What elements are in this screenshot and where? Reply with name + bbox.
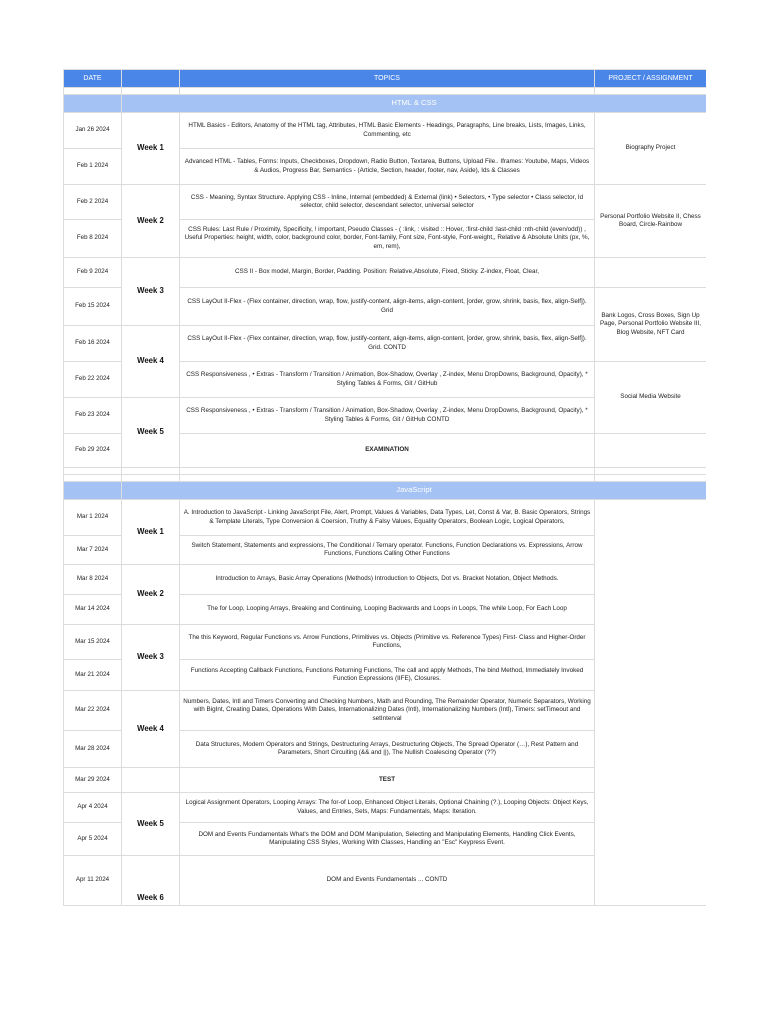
topic-cell[interactable]: CSS - Meaning, Syntax Structure. Applying CSS - Inline, Internal (embedded) & External (link) • Selectors, • Type selector • Class selector, Id selector, child selector, descendant selector, universal selector (180, 185, 595, 220)
week-cell[interactable]: Week 5 (122, 793, 180, 856)
week-cell[interactable]: Week 1 (122, 500, 180, 565)
topic-cell[interactable]: Logical Assignment Operators, Looping Arrays: The for-of Loop, Enhanced Object Literals, Optional Chaining (?.), Looping Objects: Object Keys, Values, and Entries, Sets, Maps: Fundamentals, Maps: Iteration. (180, 793, 595, 823)
topic-cell[interactable]: The for Loop, Looping Arrays, Breaking and Continuing, Looping Backwards and Loops in Loops, The while Loop, For Each Loop (180, 595, 595, 625)
date-cell[interactable]: Jan 26 2024 (64, 113, 122, 149)
date-header[interactable]: DATE (64, 70, 122, 88)
topic-cell[interactable]: HTML Basics - Editors, Anatomy of the HTML tag, Attributes, HTML Basic Elements - Headings, Paragraphs, Line breaks, Lists, Images, Links, Commenting, etc (180, 113, 595, 149)
table-row (64, 258, 707, 288)
header-row (64, 70, 707, 88)
topic-cell[interactable]: Advanced HTML - Tables, Forms: Inputs, Checkboxes, Dropdown, Radio Button, Textarea, Buttons, Upload File.. Iframes: Youtube, Maps, Videos & Audios, Progress Bar, Semantics - (Article, Section, header, footer, nav, Aside), Ids & Classes (180, 149, 595, 185)
week-cell[interactable]: Week 4 (122, 326, 180, 398)
date-cell[interactable]: Feb 2 2024 (64, 185, 122, 220)
project-cell[interactable]: Biography Project (595, 113, 707, 185)
project-cell-empty (595, 434, 707, 468)
project-cell-empty (595, 500, 707, 906)
topic-cell[interactable]: CSS LayOut II-Flex - (Flex container, direction, wrap, flow, justify-content, align-items, align-content, [order, grow, shrink, basis, flex, align-Self]). Grid. CONTD (180, 326, 595, 362)
date-cell[interactable]: Apr 5 2024 (64, 823, 122, 856)
test-cell[interactable]: TEST (180, 768, 595, 793)
topic-cell[interactable]: CSS II - Box model, Margin, Border, Padding. Position: Relative,Absolute, Fixed, Sticky. Z-index, Float, Clear, (180, 258, 595, 288)
topic-cell[interactable]: DOM and Events Fundamentals ... CONTD (180, 856, 595, 906)
date-cell[interactable]: Mar 28 2024 (64, 731, 122, 768)
date-cell[interactable]: Mar 15 2024 (64, 625, 122, 660)
week-cell[interactable]: Week 2 (122, 185, 180, 258)
topic-cell[interactable]: Data Structures, Modern Operators and Strings, Destructuring Arrays, Destructuring Objects, The Spread Operator (…), Rest Pattern and Parameters, Short Circuiting (&& and ||), The Nullish Coalescing Operator (??) (180, 731, 595, 768)
week-cell[interactable]: Week 4 (122, 691, 180, 768)
examination-cell[interactable]: EXAMINATION (180, 434, 595, 468)
curriculum-table (63, 69, 706, 906)
table-row (64, 113, 707, 149)
week-cell[interactable]: Week 6 (122, 856, 180, 906)
week-header[interactable] (122, 70, 180, 88)
date-cell[interactable]: Apr 11 2024 (64, 856, 122, 906)
topic-cell[interactable]: Switch Statement, Statements and expressions, The Conditional / Ternary operator. Functions, Function Declarations vs. Expressions, Arrow Functions, Functions Calling Other Functions (180, 536, 595, 565)
date-cell[interactable]: Feb 15 2024 (64, 288, 122, 326)
date-cell[interactable]: Mar 7 2024 (64, 536, 122, 565)
section-title: JavaScript (122, 482, 707, 500)
topics-header[interactable]: TOPICS (180, 70, 595, 88)
project-cell[interactable]: Bank Logos, Cross Boxes, Sign Up Page, Personal Portfolio Website III, Blog Website, NFT Card (595, 288, 707, 362)
date-cell[interactable]: Feb 22 2024 (64, 362, 122, 398)
date-cell[interactable]: Mar 29 2024 (64, 768, 122, 793)
curriculum-sheet (63, 69, 706, 918)
date-cell[interactable]: Mar 21 2024 (64, 660, 122, 691)
date-cell[interactable]: Feb 8 2024 (64, 220, 122, 258)
table-row (64, 500, 707, 536)
topic-cell[interactable]: A. Introduction to JavaScript - Linking JavaScript File, Alert, Prompt, Values & Variables, Data Types, Let, Const & Var, B. Basic Operators, Strings & Template Literals, Type Conversion & Coersion, Truthy & Falsy Values, Equality Operators, Boolean Logic, Logical Operators, (180, 500, 595, 536)
topic-cell[interactable]: Introduction to Arrays, Basic Array Operations (Methods) Introduction to Objects, Dot vs. Bracket Notation, Object Methods. (180, 565, 595, 595)
topic-cell[interactable]: DOM and Events Fundamentals What's the DOM and DOM Manipulation, Selecting and Manipulating Elements, Handling Click Events, Manipulating CSS Styles, Working With Classes, Handling an "Esc" Keypress Event. (180, 823, 595, 856)
week-cell[interactable]: Week 2 (122, 565, 180, 625)
date-cell[interactable]: Mar 14 2024 (64, 595, 122, 625)
date-cell[interactable]: Mar 1 2024 (64, 500, 122, 536)
topic-cell[interactable]: Functions Accepting Callback Functions, Functions Returning Functions, The call and apply Methods, The bind Method, Immediately Invoked Function Expressions (IIFE), Closures. (180, 660, 595, 691)
topic-cell[interactable]: CSS Rules: Last Rule / Proximity, Specificity, ! important, Pseudo Classes - ( :link, : visited :: Hover, :first-child :last-child :nth-child (even/odd)) , Useful Properties: height, width, color, background color, border, Font-family, Font size, Font-style, Font-weight,, Relative & Absolute Units (px, %, em, rem), (180, 220, 595, 258)
week-cell-empty (122, 768, 180, 793)
project-cell[interactable]: Personal Portfolio Website II, Chess Board, Circle-Rainbow (595, 185, 707, 258)
topic-cell[interactable]: The this Keyword, Regular Functions vs. Arrow Functions, Primitives vs. Objects (Primitive vs. Reference Types) First- Class and Higher-Order Functions, (180, 625, 595, 660)
week-cell[interactable]: Week 3 (122, 625, 180, 691)
week-cell[interactable]: Week 1 (122, 113, 180, 185)
date-cell[interactable]: Apr 4 2024 (64, 793, 122, 823)
date-cell[interactable]: Feb 23 2024 (64, 398, 122, 434)
topic-cell[interactable]: CSS LayOut II-Flex - (Flex container, direction, wrap, flow, justify-content, align-items, align-content, [order, grow, shrink, basis, flex, align-Self]). Grid (180, 288, 595, 326)
date-cell[interactable]: Feb 29 2024 (64, 434, 122, 468)
project-cell-empty (595, 258, 707, 288)
project-cell[interactable]: Social Media Website (595, 362, 707, 434)
topic-cell[interactable]: Numbers, Dates, Intl and Timers Converting and Checking Numbers, Math and Rounding, The Remainder Operator, Numeric Separators, Working with BigInt, Creating Dates, Operations With Dates, Internationalizing Dates (Intl), Internationalizing Numbers (Intl), Timers: setTimeout and setInterval (180, 691, 595, 731)
table-row (64, 185, 707, 220)
date-cell[interactable]: Mar 22 2024 (64, 691, 122, 731)
project-header[interactable]: PROJECT / ASSIGNMENT (595, 70, 707, 88)
section-html-css (64, 95, 707, 113)
topic-cell[interactable]: CSS Responsiveness , • Extras - Transform / Transition / Animation, Box-Shadow, Overlay , Z-index, Menu DropDowns, Background, Opacity), * Styling Tables & Forms, Git / GitHub CONTD (180, 398, 595, 434)
date-cell[interactable]: Feb 16 2024 (64, 326, 122, 362)
topic-cell[interactable]: CSS Responsiveness , • Extras - Transform / Transition / Animation, Box-Shadow, Overlay , Z-index, Menu DropDowns, Background, Opacity), * Styling Tables & Forms, Git / GitHub (180, 362, 595, 398)
date-cell[interactable]: Mar 8 2024 (64, 565, 122, 595)
date-cell[interactable]: Feb 1 2024 (64, 149, 122, 185)
section-javascript (64, 482, 707, 500)
week-cell[interactable]: Week 3 (122, 258, 180, 326)
week-cell[interactable]: Week 5 (122, 398, 180, 468)
section-title: HTML & CSS (122, 95, 707, 113)
date-cell[interactable]: Feb 9 2024 (64, 258, 122, 288)
